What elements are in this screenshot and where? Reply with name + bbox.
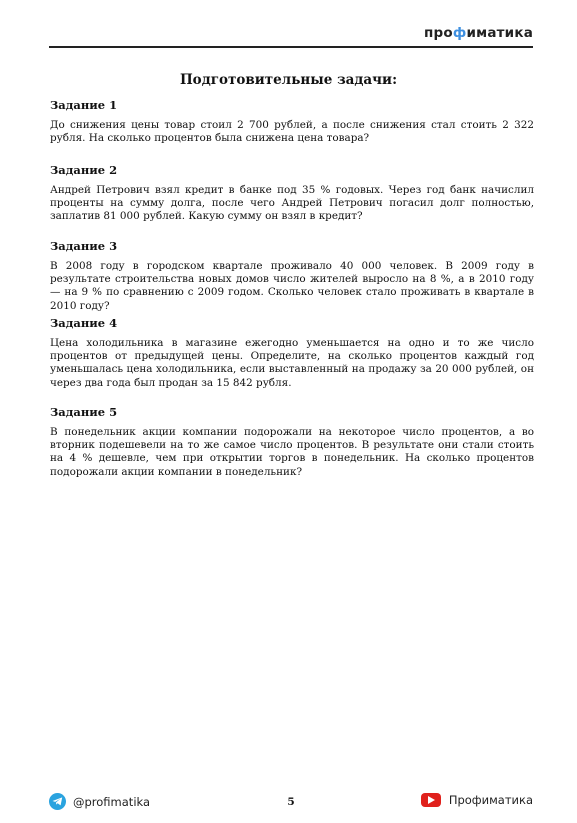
- task-heading: Задание 4: [50, 316, 118, 330]
- task-4: [50, 316, 534, 390]
- page-footer: [49, 793, 533, 813]
- logo-accent: ф: [452, 25, 467, 41]
- task-5: [50, 405, 534, 479]
- task-2: [50, 163, 534, 224]
- header-divider: [49, 46, 533, 48]
- task-3: [50, 239, 534, 313]
- task-text: В 2008 году в городском квартале проживало 40 000 человек. В 2009 году в результате строительства новых домов число жителей выросло на 8 %, а в 2010 году — на 9 % по сравнению с 2009 годом. Сколько человек стало проживать в квартале в 2010 году?: [50, 260, 534, 312]
- task-heading: Задание 2: [50, 163, 118, 177]
- page-header: [49, 22, 533, 48]
- task-text: Цена холодильника в магазине ежегодно уменьшается на одно и то же число процентов от предыдущей цены. Определите, на сколько процентов каждый год уменьшалась цена холодильника, если выставленный на продажу за 20 000 рублей, он через два года был продан за 15 842 рубля.: [50, 337, 534, 389]
- page-title: Подготовительные задачи:: [179, 72, 398, 88]
- task-text: В понедельник акции компании подорожали на некоторое число процентов, а во вторник подешевели на то же самое число процентов. В результате они стали стоить на 4 % дешевле, чем при открытии торгов в понедельник. На сколько процентов подорожали акции компании в понедельник?: [50, 426, 534, 478]
- task-text: До снижения цены товар стоил 2 700 рублей, а после снижения стал стоить 2 322 рубля. На сколько процентов была снижена цена товара?: [50, 119, 534, 145]
- youtube-link[interactable]: [421, 793, 533, 807]
- task-1: [50, 98, 534, 145]
- youtube-icon: [421, 793, 441, 807]
- task-heading: Задание 5: [50, 405, 118, 419]
- youtube-channel-name: Профиматика: [448, 793, 533, 807]
- page-number: 5: [287, 796, 295, 808]
- task-heading: Задание 1: [50, 98, 118, 112]
- profimatika-logo: [424, 25, 533, 41]
- logo-suffix: иматика: [466, 25, 533, 41]
- task-heading: Задание 3: [50, 239, 118, 253]
- task-text: Андрей Петрович взял кредит в банке под 35 % годовых. Через год банк начислил проценты на сумму долга, после чего Андрей Петрович погасил долг полностью, заплатив 81 000 рублей. Какую сумму он взял в кредит?: [50, 184, 534, 223]
- logo-prefix: про: [423, 25, 453, 41]
- telegram-handle: @profimatika: [73, 794, 151, 809]
